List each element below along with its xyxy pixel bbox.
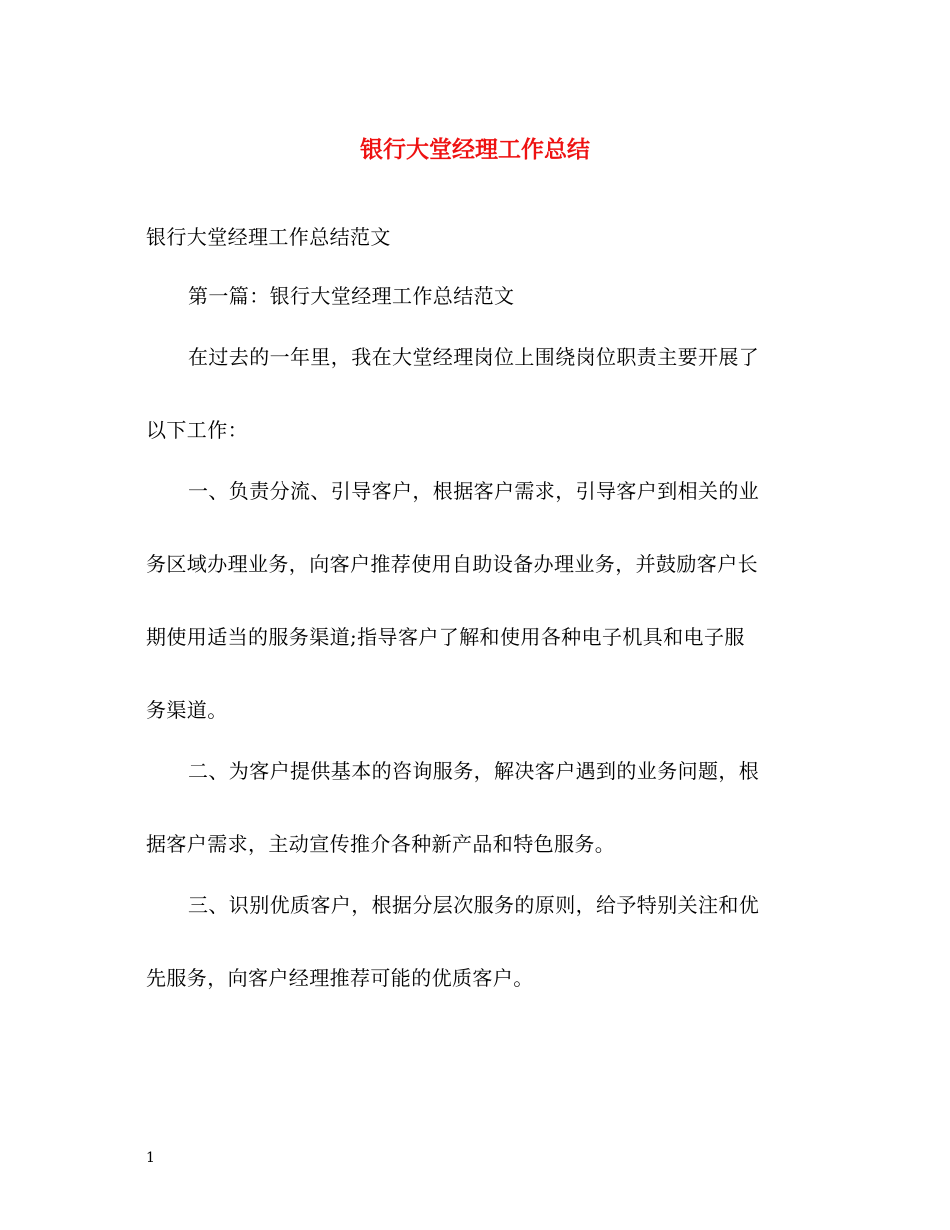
paragraph-line: 据客户需求，主动宣传推介各种新产品和特色服务。 [146,832,616,856]
paragraph-line: 务区域办理业务，向客户推荐使用自助设备办理业务，并鼓励客户长 [146,552,758,576]
section-heading: 第一篇：银行大堂经理工作总结范文 [188,284,515,308]
paragraph-line: 三、识别优质客户，根据分层次服务的原则，给予特别关注和优 [188,893,760,917]
paragraph-line: 务渠道。 [146,698,228,722]
paragraph-line: 一、负责分流、引导客户，根据客户需求，引导客户到相关的业 [188,479,760,503]
document-title: 银行大堂经理工作总结 [360,136,590,163]
paragraph-line: 期使用适当的服务渠道;指导客户了解和使用各种电子机具和电子服 [146,625,745,649]
page-number: 1 [146,1150,155,1166]
paragraph-line: 在过去的一年里，我在大堂经理岗位上围绕岗位职责主要开展了 [188,345,760,369]
paragraph-line: 先服务，向客户经理推荐可能的优质客户。 [146,966,534,990]
document-subtitle: 银行大堂经理工作总结范文 [146,225,391,249]
paragraph-line: 以下工作： [146,418,248,442]
paragraph-line: 二、为客户提供基本的咨询服务，解决客户遇到的业务问题，根 [188,759,760,783]
